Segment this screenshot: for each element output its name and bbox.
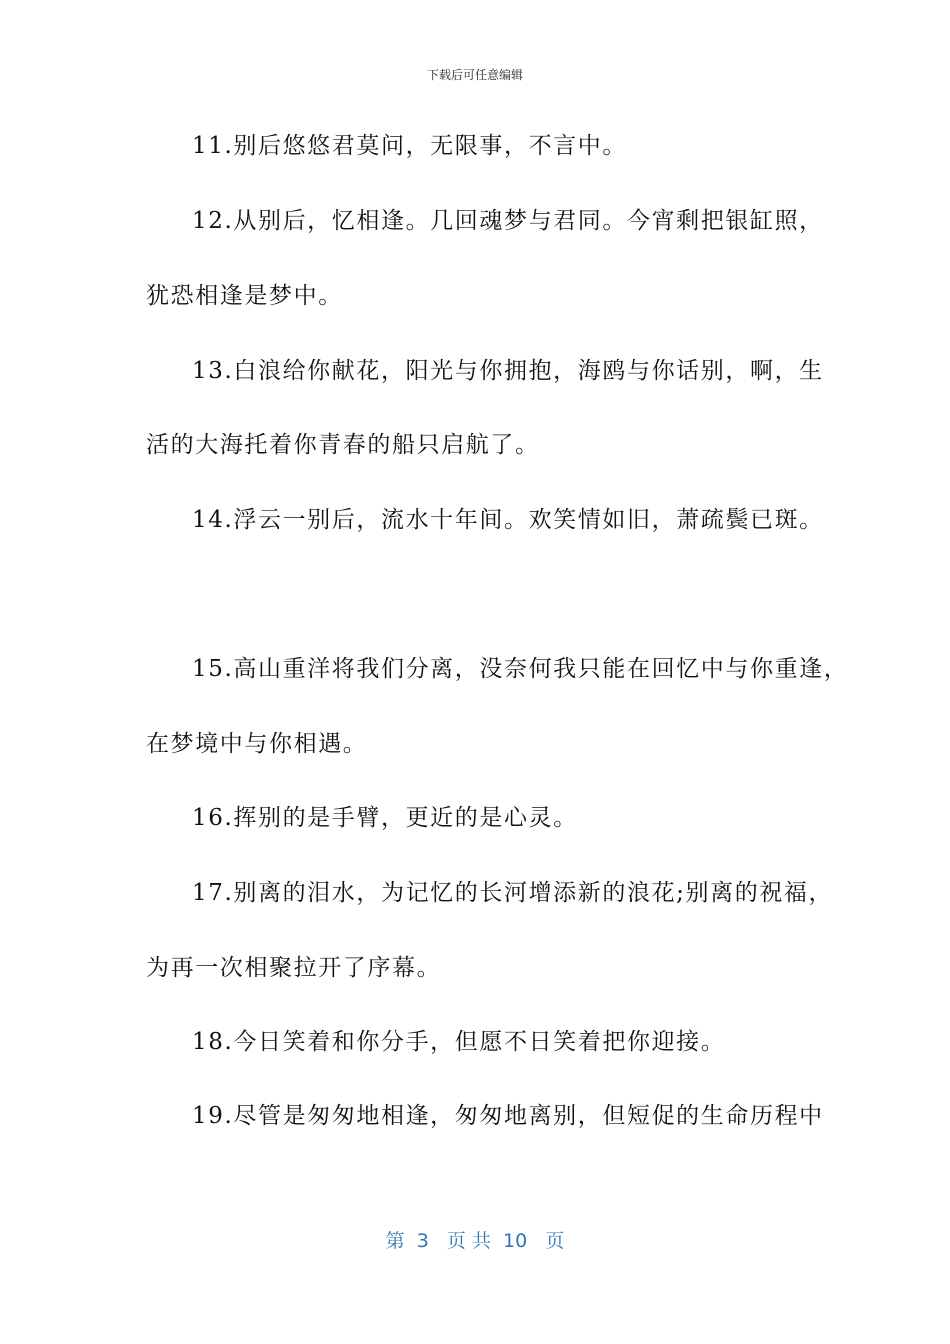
page-footer: 第 3 页 共 10 页 [385,1230,565,1252]
text-line: 16.挥别的是手臂，更近的是心灵。 [192,805,578,831]
text-line: 在梦境中与你相遇。 [146,731,368,757]
text-line: 18.今日笑着和你分手，但愿不日笑着把你迎接。 [192,1029,726,1055]
text-line: 19.尽管是匆匆地相逢，匆匆地离别，但短促的生命历程中 [192,1103,824,1129]
text-line: 活的大海托着你青春的船只启航了。 [146,432,540,458]
text-line: 为再一次相聚拉开了序幕。 [146,955,442,981]
text-line: 15.高山重洋将我们分离，没奈何我只能在回忆中与你重逢， [192,656,849,682]
text-line: 13.白浪给你献花，阳光与你拥抱，海鸥与你话别，啊，生 [192,358,824,384]
text-line: 犹恐相逢是梦中。 [146,283,343,309]
text-line: 17.别离的泪水，为记忆的长河增添新的浪花;别离的祝福， [192,880,834,906]
text-line: 14.浮云一别后，流水十年间。欢笑情如旧，萧疏鬓已斑。 [192,507,824,533]
text-line: 11.别后悠悠君莫问，无限事，不言中。 [192,133,627,159]
text-line: 12.从别后，忆相逢。几回魂梦与君同。今宵剩把银缸照， [192,208,824,234]
header-note: 下载后可任意编辑 [426,68,523,82]
